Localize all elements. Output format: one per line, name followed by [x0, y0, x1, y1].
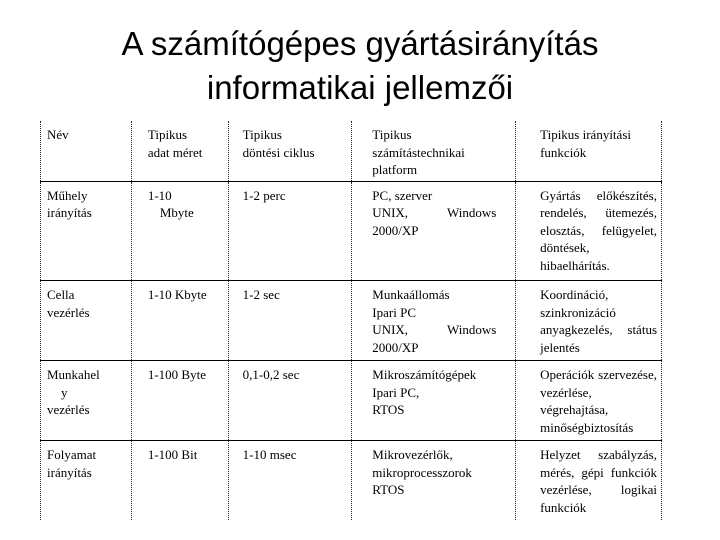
table-header-row — [41, 121, 662, 181]
title-line-2: informatikai jellemzői — [206, 69, 514, 106]
row-data-size-cell: 1-10 Mbyte — [131, 181, 228, 281]
row-platform-cell: Mikroszámítógépek Ipari PC, RTOS — [352, 361, 516, 441]
row-name-cell: Folyamat irányítás — [41, 441, 132, 521]
row-functions-cell: Operációk szervezése, vezérlése, végrehajtása, minőségbiztosítás — [516, 361, 662, 441]
header-decision-cycle: Tipikus döntési ciklus — [228, 121, 352, 181]
header-platform: Tipikus számítástechnikai platform — [352, 121, 516, 181]
row-data-size-cell: 1-100 Byte — [131, 361, 228, 441]
row-data-size-cell: 1-10 Kbyte — [131, 281, 228, 361]
row-name-cell: Műhely irányítás — [41, 181, 132, 281]
row-decision-cycle-cell: 1-2 perc — [228, 181, 352, 281]
row-decision-cycle-cell: 1-10 msec — [228, 441, 352, 521]
table-row — [41, 181, 662, 281]
row-functions-cell: Koordináció, szinkronizáció anyagkezelés, státus jelentés — [516, 281, 662, 361]
row-platform-cell: Mikrovezérlők, mikroprocesszorok RTOS — [352, 441, 516, 521]
header-name: Név — [41, 121, 132, 181]
characteristics-table — [40, 121, 662, 520]
row-functions-cell: Helyzet szabályzás, mérés, gépi funkciók vezérlése, logikai funkciók — [516, 441, 662, 521]
row-name-cell: Munkahel y vezérlés — [41, 361, 132, 441]
table-row — [41, 281, 662, 361]
page-title — [0, 22, 720, 110]
title-line-1: A számítógépes gyártásirányítás — [121, 25, 599, 62]
row-decision-cycle-cell: 1-2 sec — [228, 281, 352, 361]
table-row — [41, 441, 662, 521]
header-functions: Tipikus irányítási funkciók — [516, 121, 662, 181]
row-functions-cell: Gyártás előkészítés, rendelés, ütemezés, elosztás, felügyelet, döntések, hibaelhárítás. — [516, 181, 662, 281]
row-name-cell: Cella vezérlés — [41, 281, 132, 361]
row-data-size-cell: 1-100 Bit — [131, 441, 228, 521]
row-platform-cell: PC, szerver UNIX, Windows 2000/XP — [352, 181, 516, 281]
table-row — [41, 361, 662, 441]
row-platform-cell: Munkaállomás Ipari PC UNIX, Windows 2000/XP — [352, 281, 516, 361]
header-data-size: Tipikus adat méret — [131, 121, 228, 181]
row-decision-cycle-cell: 0,1-0,2 sec — [228, 361, 352, 441]
